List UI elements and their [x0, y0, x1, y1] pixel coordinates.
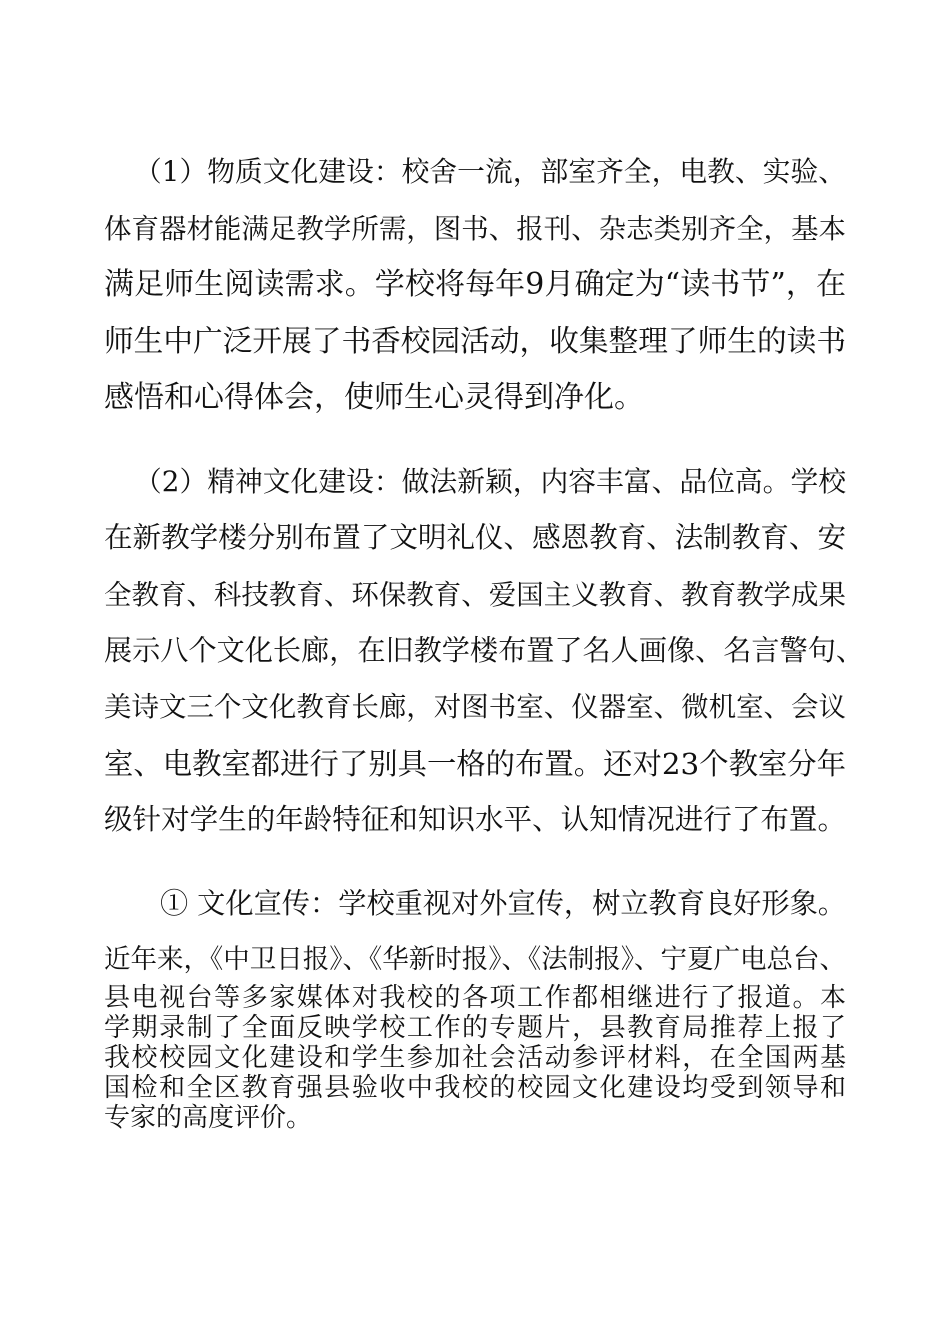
paragraph-line: 县电视台等多家媒体对我校的各项工作都相继进行了报道。本	[104, 983, 848, 1013]
paragraph-line: 室、电教室都进行了别具一格的布置。还对23个教室分年	[104, 747, 847, 781]
paragraph-line: 全教育、科技教育、环保教育、爱国主义教育、教育教学成果	[104, 579, 847, 611]
paragraph-line: 国检和全区教育强县验收中我校的校园文化建设均受到领导和	[104, 1073, 848, 1103]
paragraph-line: ① 文化宣传：学校重视对外宣传，树立教育良好形象。	[160, 887, 847, 920]
paragraph-line: 近年来，《中卫日报》、《华新时报》、《法制报》、宁夏广电总台、	[104, 944, 846, 975]
paragraph-line: 美诗文三个文化教育长廊，对图书室、仪器室、微机室、会议	[104, 691, 847, 723]
paragraph-line: （1）物质文化建设：校舍一流，部室齐全，电教、实验、	[134, 155, 846, 188]
paragraph-line: 专家的高度评价。	[104, 1103, 313, 1133]
paragraph-line: 展示八个文化长廊，在旧教学楼布置了名人画像、名言警句、	[104, 634, 865, 667]
paragraph-line: 师生中广泛开展了书香校园活动，收集整理了师生的读书	[104, 323, 846, 358]
paragraph-line: 学期录制了全面反映学校工作的专题片，县教育局推荐上报了	[104, 1013, 848, 1043]
paragraph-line: 在新教学楼分别布置了文明礼仪、感恩教育、法制教育、安	[104, 521, 846, 554]
paragraph-line: 感悟和心得体会，使师生心灵得到净化。	[104, 380, 644, 415]
paragraph-line: 我校校园文化建设和学生参加社会活动参评材料，在全国两基	[104, 1043, 848, 1073]
paragraph-line: 体育器材能满足教学所需，图书、报刊、杂志类别齐全，基本	[104, 213, 847, 245]
paragraph-line: （2）精神文化建设：做法新颖，内容丰富、品位高。学校	[134, 465, 846, 498]
paragraph-line: 满足师生阅读需求。学校将每年9月确定为“读书节”，在	[104, 267, 847, 302]
paragraph-line: 级针对学生的年龄特征和知识水平、认知情况进行了布置。	[104, 803, 846, 836]
